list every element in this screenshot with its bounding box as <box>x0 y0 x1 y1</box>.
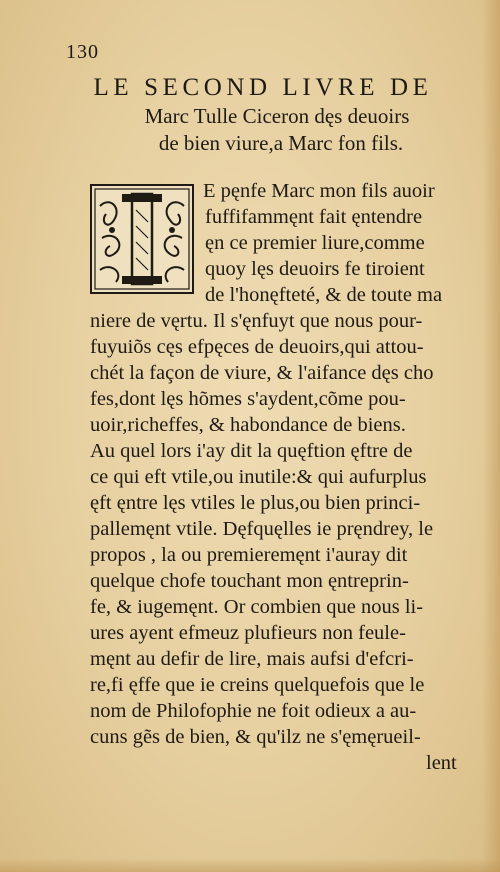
text-line: quelque chofe touchant mon ęntreprin- <box>90 570 409 592</box>
text-line: Au quel lors i'ay dit la quęftion ęftre de <box>90 440 413 462</box>
text-line: fuyuiõs cęs efpęces de deuoirs,qui attou- <box>90 336 424 358</box>
text-line: ęft ęntre lęs vtiles le plus,ou bien princi- <box>90 492 421 514</box>
text-line: E pęnfe Marc mon fils auoir <box>203 180 435 202</box>
text-line: ce qui eft vtile,ou inutile:& qui aufurplus <box>90 466 427 488</box>
text-line: męnt au defir de lire, mais aufsi d'efcri- <box>90 648 414 670</box>
text-line: nom de Philofophie ne foit odieux a au- <box>90 700 417 722</box>
decorated-initial-i <box>90 184 194 294</box>
text-line: ures ayent efmeuz plufieurs non feule- <box>90 622 406 644</box>
text-line: de l'honęfteté, & de toute ma <box>205 284 443 306</box>
page-bottom-shadow <box>0 858 500 872</box>
running-title: LE SECOND LIVRE DE <box>93 74 433 101</box>
chapter-subtitle-line: de bien viure,a Marc fon fils. <box>158 131 404 155</box>
text-line: lent <box>426 752 457 774</box>
text-line: cuns gẽs de bien, & qu'ilz ne s'ęmęrueil- <box>90 726 421 748</box>
text-line: ęn ce premier liure,comme <box>205 232 425 254</box>
text-line: re,fi ęffe que ie creins quelquefois que le <box>90 674 425 696</box>
text-line: propos , la ou premieremęnt i'auray dit <box>90 544 408 566</box>
text-line: fe, & iugemęnt. Or combien que nous li- <box>90 596 424 618</box>
text-line: uoir,richeffes, & habondance de biens. <box>90 414 406 436</box>
ornament-initial-icon <box>92 186 192 292</box>
text-line: chét la façon de viure, & l'aifance dęs cho <box>90 362 434 384</box>
text-line: niere de vęrtu. Il s'ęnfuyt que nous pour- <box>90 310 423 332</box>
chapter-subtitle-line: Marc Tulle Ciceron dęs deuoirs <box>144 104 410 128</box>
text-line: fes,dont lęs hõmes s'aydent,cõme pou- <box>90 388 406 410</box>
text-line: quoy lęs deuoirs fe tiroient <box>205 258 425 280</box>
text-line: fuffifammęnt fait ęntendre <box>205 206 423 228</box>
page-number: 130 <box>66 41 99 63</box>
text-line: pallemęnt vtile. Dęfquęlles ie pręndrey, le <box>90 518 434 540</box>
